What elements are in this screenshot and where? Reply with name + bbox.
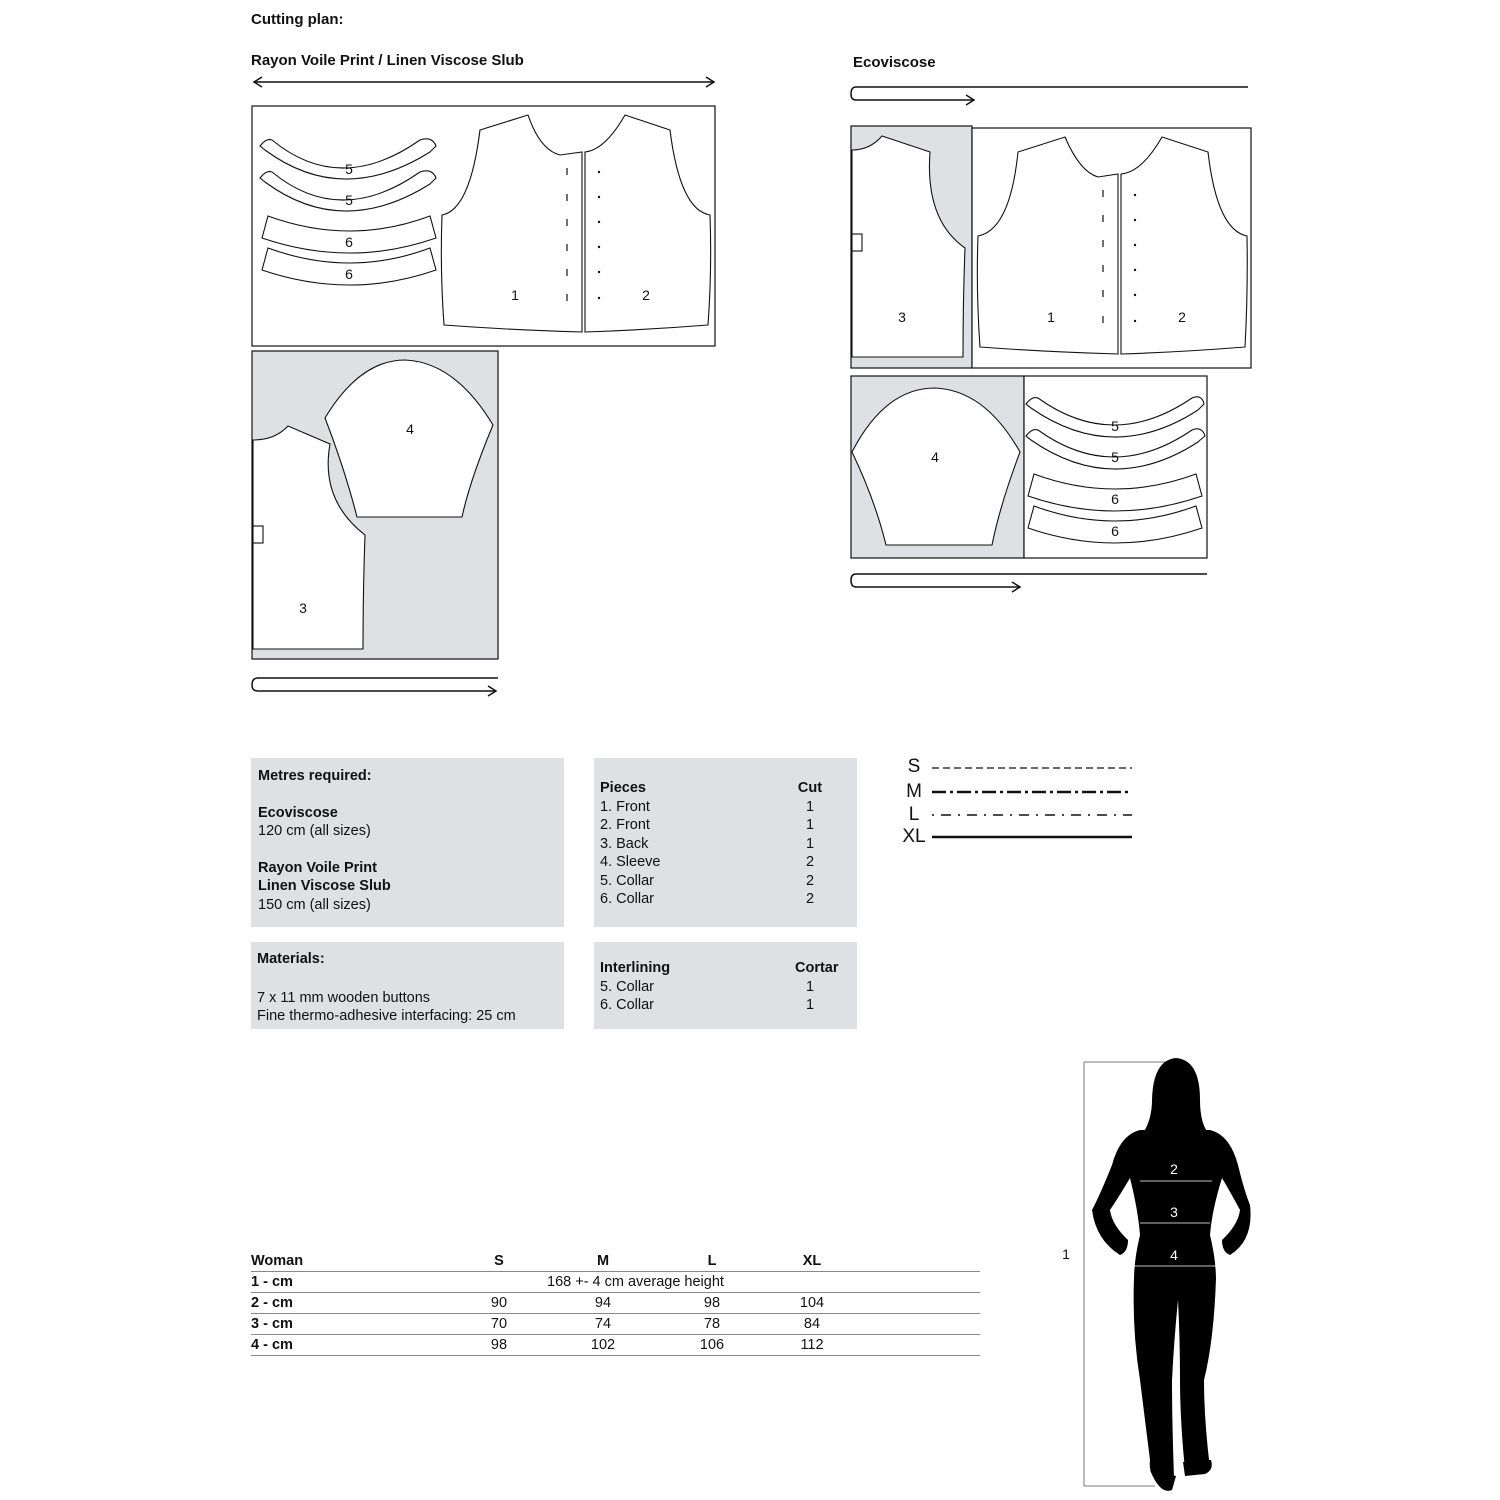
piece-number: 1	[1047, 309, 1055, 325]
piece-row: 6. Collar 2	[600, 891, 815, 907]
piece-number: 5	[1111, 449, 1119, 465]
piece-number: 6	[345, 234, 353, 250]
fold-arrow	[851, 87, 1248, 105]
materials-box	[251, 942, 564, 1029]
piece-number: 2	[642, 287, 650, 303]
size-table-row: 4 - cm 98 102 106 112	[251, 1335, 980, 1356]
piece-row: 5. Collar 2	[600, 872, 815, 889]
piece-number: 5	[1111, 418, 1119, 434]
grain-double-arrow	[254, 77, 714, 87]
pieces-box	[594, 758, 857, 927]
piece-number: 4	[406, 421, 414, 437]
measurement-label-1: 1	[1062, 1246, 1070, 1262]
measurement-label-2: 2	[1170, 1161, 1178, 1177]
fabric-label-right: Ecoviscose	[853, 54, 936, 71]
piece-row: 3. Back 1	[600, 835, 815, 852]
piece-number: 6	[1111, 491, 1119, 507]
piece-number: 6	[345, 266, 353, 282]
pieces-col-label: Pieces	[600, 780, 646, 796]
piece-number: 1	[511, 287, 519, 303]
size-legend-m: M	[906, 781, 922, 802]
metres-required-box	[251, 758, 564, 927]
size-table-row: 3 - cm 70 74 78 84	[251, 1314, 980, 1335]
measurement-label-3: 3	[1170, 1204, 1178, 1220]
measurement-label-4: 4	[1170, 1247, 1178, 1263]
page-title: Cutting plan:	[251, 11, 344, 28]
cortar-col-label: Cortar	[795, 960, 839, 976]
piece-row: 4. Sleeve 2	[600, 854, 815, 870]
fold-arrow	[252, 678, 498, 696]
fabric-amount: 150 cm (all sizes)	[258, 896, 371, 913]
materials-title: Materials:	[257, 951, 325, 967]
body-measurement-figure	[1055, 1050, 1265, 1495]
size-legend-xl: XL	[902, 826, 926, 847]
fabric-name: Rayon Voile Print	[258, 859, 377, 876]
piece-row: 2. Front 1	[600, 817, 815, 833]
piece-number: 2	[1178, 309, 1186, 325]
piece-number: 5	[345, 161, 353, 177]
size-legend-l: L	[908, 804, 920, 825]
fabric-label-left: Rayon Voile Print / Linen Viscose Slub	[251, 52, 524, 69]
piece-number: 4	[931, 449, 939, 465]
piece-number: 3	[299, 600, 307, 616]
interlining-header	[600, 959, 851, 978]
cutting-plan-right	[845, 80, 1255, 600]
size-table-row: 1 - cm 168 +- 4 cm average height	[251, 1272, 980, 1293]
fabric-name: Linen Viscose Slub	[258, 878, 391, 894]
cutting-plan-left	[245, 70, 725, 700]
metres-title: Metres required:	[258, 768, 372, 784]
interlining-col-label: Interlining	[600, 960, 671, 976]
fabric-amount: 120 cm (all sizes)	[258, 823, 371, 839]
material-item: 7 x 11 mm wooden buttons	[257, 989, 431, 1006]
fold-arrow	[851, 574, 1207, 592]
interlining-row: 6. Collar 1	[600, 997, 815, 1013]
interlining-row: 5. Collar 1	[600, 978, 815, 995]
material-item: Fine thermo-adhesive interfacing: 25 cm	[257, 1008, 516, 1024]
size-table-row: 2 - cm 90 94 98 104	[251, 1293, 980, 1314]
piece-number: 5	[345, 192, 353, 208]
interlining-box	[594, 942, 857, 1029]
size-table	[251, 1251, 980, 1356]
piece-number: 6	[1111, 523, 1119, 539]
size-table-header: Woman S M L XL	[251, 1251, 980, 1272]
cut-col-label: Cut	[797, 780, 823, 796]
woman-silhouette	[1092, 1058, 1251, 1491]
size-legend-s: S	[907, 756, 921, 777]
pieces-header	[600, 779, 851, 798]
piece-row: 1. Front 1	[600, 798, 815, 815]
piece-number: 3	[898, 309, 906, 325]
fabric-name: Ecoviscose	[258, 804, 338, 821]
